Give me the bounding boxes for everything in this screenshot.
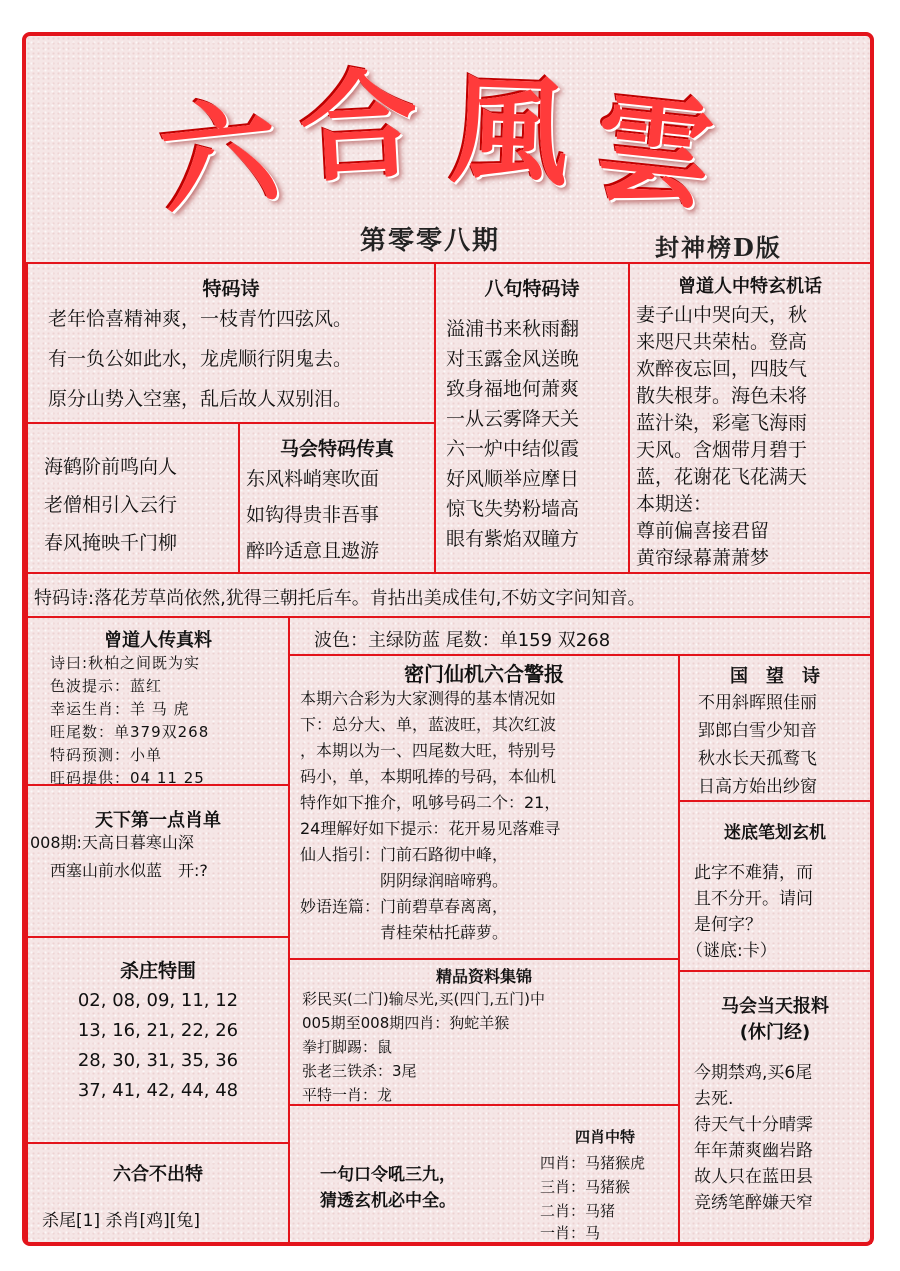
zeng-taoist-line: 妻子山中哭向天，秋 bbox=[636, 304, 808, 326]
wave-box bbox=[288, 616, 872, 656]
slogan-box bbox=[288, 1104, 680, 1244]
crane-line: 海鹤阶前鸣向人 bbox=[44, 456, 178, 478]
tema-poem-title: 特码诗 bbox=[202, 278, 260, 300]
secret-line: 24理解好如下提示：花开易见落难寻 bbox=[300, 819, 561, 838]
zeng-fax-title: 曾道人传真料 bbox=[104, 630, 212, 651]
secret-box bbox=[288, 654, 680, 960]
eight-line: 六一炉中结似霞 bbox=[446, 438, 580, 460]
wide-poem-box bbox=[26, 572, 872, 618]
horse-day-line: 竞绣笔醉嫌天窄 bbox=[694, 1193, 813, 1213]
secret-line: ，本期以为一、四尾数大旺，特别号 bbox=[300, 741, 557, 760]
zeng-fax-line: 特码预测：小单 bbox=[50, 746, 163, 764]
eight-line: 致身福地何萧爽 bbox=[446, 378, 580, 400]
collection-line: 张老三铁杀：3尾 bbox=[302, 1062, 417, 1080]
crane-line: 春风掩映千门柳 bbox=[44, 532, 178, 554]
four-zodiac-line: 三肖：马猪猴 bbox=[540, 1178, 631, 1196]
riddle-box bbox=[678, 800, 872, 972]
guowang-line: 不用斜晖照佳丽 bbox=[698, 693, 817, 713]
horse-day-line: 年年萧爽幽岩路 bbox=[694, 1141, 813, 1161]
zeng-taoist-box bbox=[628, 262, 872, 574]
zeng-taoist-line: 尊前偏喜接君留 bbox=[636, 520, 770, 542]
no-out-title: 六合不出特 bbox=[113, 1164, 203, 1185]
crane-line: 老僧相引入云行 bbox=[44, 494, 178, 516]
eight-line: 眼有紫焰双瞳方 bbox=[446, 528, 580, 550]
tema-poem-line: 老年恰喜精神爽，一枝青竹四弦风。 bbox=[48, 308, 353, 330]
collection-line: 平特一肖：龙 bbox=[302, 1086, 393, 1104]
tianxia-line: 008期:天高日暮寒山深 bbox=[30, 833, 194, 852]
zeng-fax-line: 色波提示：蓝红 bbox=[50, 677, 163, 695]
riddle-title: 迷底笔划玄机 bbox=[724, 823, 826, 843]
tema-poem-line: 有一负公如此水，龙虎顺行阴鬼去。 bbox=[48, 348, 353, 370]
title-char-1: 六 bbox=[153, 81, 285, 232]
riddle-line: 且不分开。请问 bbox=[694, 889, 813, 909]
tianxia-title: 天下第一点肖单 bbox=[95, 810, 221, 831]
eight-lines-title: 八句特码诗 bbox=[484, 278, 580, 300]
four-zodiac-line: 二肖：马猪 bbox=[540, 1202, 616, 1220]
tianxia-box bbox=[26, 784, 290, 938]
horse-fax-line: 如钩得贵非吾事 bbox=[246, 504, 380, 526]
no-out-box bbox=[26, 1142, 290, 1244]
collection-title: 精品资料集锦 bbox=[435, 967, 532, 986]
riddle-line: 是何字？ bbox=[694, 915, 762, 935]
zeng-taoist-line: 散失根芽。海色未将 bbox=[636, 385, 808, 407]
kill-row: 13, 16, 21, 22, 26 bbox=[77, 1020, 239, 1041]
horse-day-subtitle: (休门经) bbox=[739, 1022, 811, 1043]
tema-poem-box bbox=[26, 262, 436, 424]
zeng-taoist-line: 蓝汁染，彩毫飞海雨 bbox=[636, 412, 808, 434]
collection-line: 拳打脚踢：鼠 bbox=[302, 1038, 393, 1056]
collection-line: 005期至008期四肖：狗蛇羊猴 bbox=[302, 1014, 510, 1032]
wave-text: 波色：主绿防蓝 尾数：单159 双268 bbox=[314, 630, 611, 651]
zeng-taoist-line: 欢醉夜忘回，四肢气 bbox=[636, 358, 808, 380]
title-char-2: 合 bbox=[296, 54, 422, 199]
guowang-line: 秋水长天孤鹜飞 bbox=[698, 749, 817, 769]
zeng-taoist-line: 黄帘绿幕萧萧梦 bbox=[636, 547, 770, 569]
horse-day-line: 今期禁鸡,买6尾 bbox=[694, 1063, 813, 1083]
four-zodiac-title: 四肖中特 bbox=[575, 1128, 636, 1146]
riddle-line: 此字不难猜，而 bbox=[694, 863, 813, 883]
secret-line: 阴阴绿润暗啼鸦。 bbox=[300, 871, 509, 890]
slogan-line: 一句口令吼三九， bbox=[320, 1165, 456, 1185]
masthead-title bbox=[150, 54, 750, 232]
secret-line: 下：总分大、单，蓝波旺，其次红波 bbox=[300, 715, 557, 734]
four-zodiac-line: 一肖：马 bbox=[540, 1224, 601, 1242]
zeng-fax-line: 旺尾数：单379双268 bbox=[50, 723, 210, 741]
collection-box bbox=[288, 958, 680, 1106]
zeng-fax-line: 旺码提供：04 11 25 bbox=[50, 769, 205, 787]
secret-line: 青桂荣枯托薜萝。 bbox=[300, 923, 509, 942]
horse-day-line: 去死. bbox=[694, 1089, 734, 1109]
zeng-fax-line: 幸运生肖：羊 马 虎 bbox=[50, 700, 190, 718]
eight-line: 一从云雾降天关 bbox=[446, 408, 580, 430]
eight-line: 惊飞失势粉墙高 bbox=[446, 498, 580, 520]
horse-fax-title: 马会特码传真 bbox=[279, 438, 394, 460]
secret-line: 本期六合彩为大家测得的基本情况如 bbox=[300, 689, 557, 708]
guowang-box bbox=[678, 654, 872, 802]
horse-day-line: 待天气十分晴霁 bbox=[694, 1115, 813, 1135]
riddle-answer: （谜底:卡） bbox=[686, 941, 777, 961]
horse-fax-line: 醉吟适意且遨游 bbox=[246, 540, 380, 562]
horse-fax-line: 东风料峭寒吹面 bbox=[246, 468, 380, 490]
crane-poem-box bbox=[26, 422, 240, 574]
kill-row: 02, 08, 09, 11, 12 bbox=[77, 990, 239, 1011]
horse-fax-box bbox=[238, 422, 436, 574]
zeng-taoist-line: 天风。含烟带月碧于 bbox=[636, 439, 808, 461]
issue-number: 第零零八期 bbox=[360, 226, 501, 256]
horse-day-line: 故人只在蓝田县 bbox=[694, 1167, 813, 1187]
guowang-line: 日高方始出纱窗 bbox=[698, 777, 817, 797]
title-char-4: 雲 bbox=[588, 76, 721, 227]
zeng-taoist-line: 来咫尺共荣枯。登高 bbox=[636, 331, 808, 353]
zeng-fax-line: 诗曰:秋柏之间既为实 bbox=[50, 654, 201, 672]
kill-box bbox=[26, 936, 290, 1144]
slogan-line: 猜透玄机必中全。 bbox=[320, 1191, 456, 1211]
secret-line: 妙语连篇：门前碧草春离离， bbox=[300, 897, 509, 916]
eight-line: 溢浦书来秋雨翻 bbox=[446, 318, 580, 340]
zeng-taoist-title: 曾道人中特玄机话 bbox=[678, 276, 822, 297]
kill-row: 37, 41, 42, 44, 48 bbox=[77, 1080, 239, 1101]
title-char-3: 風 bbox=[447, 59, 571, 204]
four-zodiac-line: 四肖：马猪猴虎 bbox=[540, 1154, 646, 1172]
collection-line: 彩民买(二门)输尽光,买(四门,五门)中 bbox=[302, 990, 545, 1008]
kill-row: 28, 30, 31, 35, 36 bbox=[77, 1050, 239, 1071]
zeng-fax-box bbox=[26, 616, 290, 786]
kill-title: 杀庄特围 bbox=[119, 960, 196, 982]
tema-poem-line: 原分山势入空塞，乱后故人双别泪。 bbox=[48, 388, 353, 410]
no-out-line: 杀尾[1] 杀肖[鸡][兔] bbox=[42, 1211, 201, 1231]
horse-day-box bbox=[678, 970, 872, 1244]
eight-line: 对玉露金风送晚 bbox=[446, 348, 580, 370]
tianxia-line: 西塞山前水似蓝 开:? bbox=[50, 861, 208, 880]
eight-line: 好风顺举应摩日 bbox=[446, 468, 580, 490]
secret-line: 仙人指引：门前石路彻中峰， bbox=[300, 845, 509, 864]
guowang-line: 郢郎白雪少知音 bbox=[698, 721, 817, 741]
secret-title: 密门仙机六合警报 bbox=[404, 662, 564, 686]
horse-day-title: 马会当天报料 bbox=[721, 996, 829, 1017]
zeng-taoist-line: 蓝，花谢花飞花满天 bbox=[636, 466, 808, 488]
secret-line: 码小，单，本期吼捧的号码，本仙机 bbox=[300, 767, 557, 786]
secret-line: 特作如下推介，吼够号码二个：21， bbox=[300, 793, 561, 812]
wide-poem-text: 特码诗:落花芳草尚依然,犹得三朝托后车。肯拈出美成佳句,不妨文字问知音。 bbox=[34, 588, 646, 609]
zeng-taoist-line: 本期送： bbox=[636, 493, 713, 515]
guowang-title: 国 望 诗 bbox=[730, 666, 820, 687]
eight-lines-box bbox=[434, 262, 630, 574]
edition-label: 封神榜D版 bbox=[655, 233, 782, 262]
